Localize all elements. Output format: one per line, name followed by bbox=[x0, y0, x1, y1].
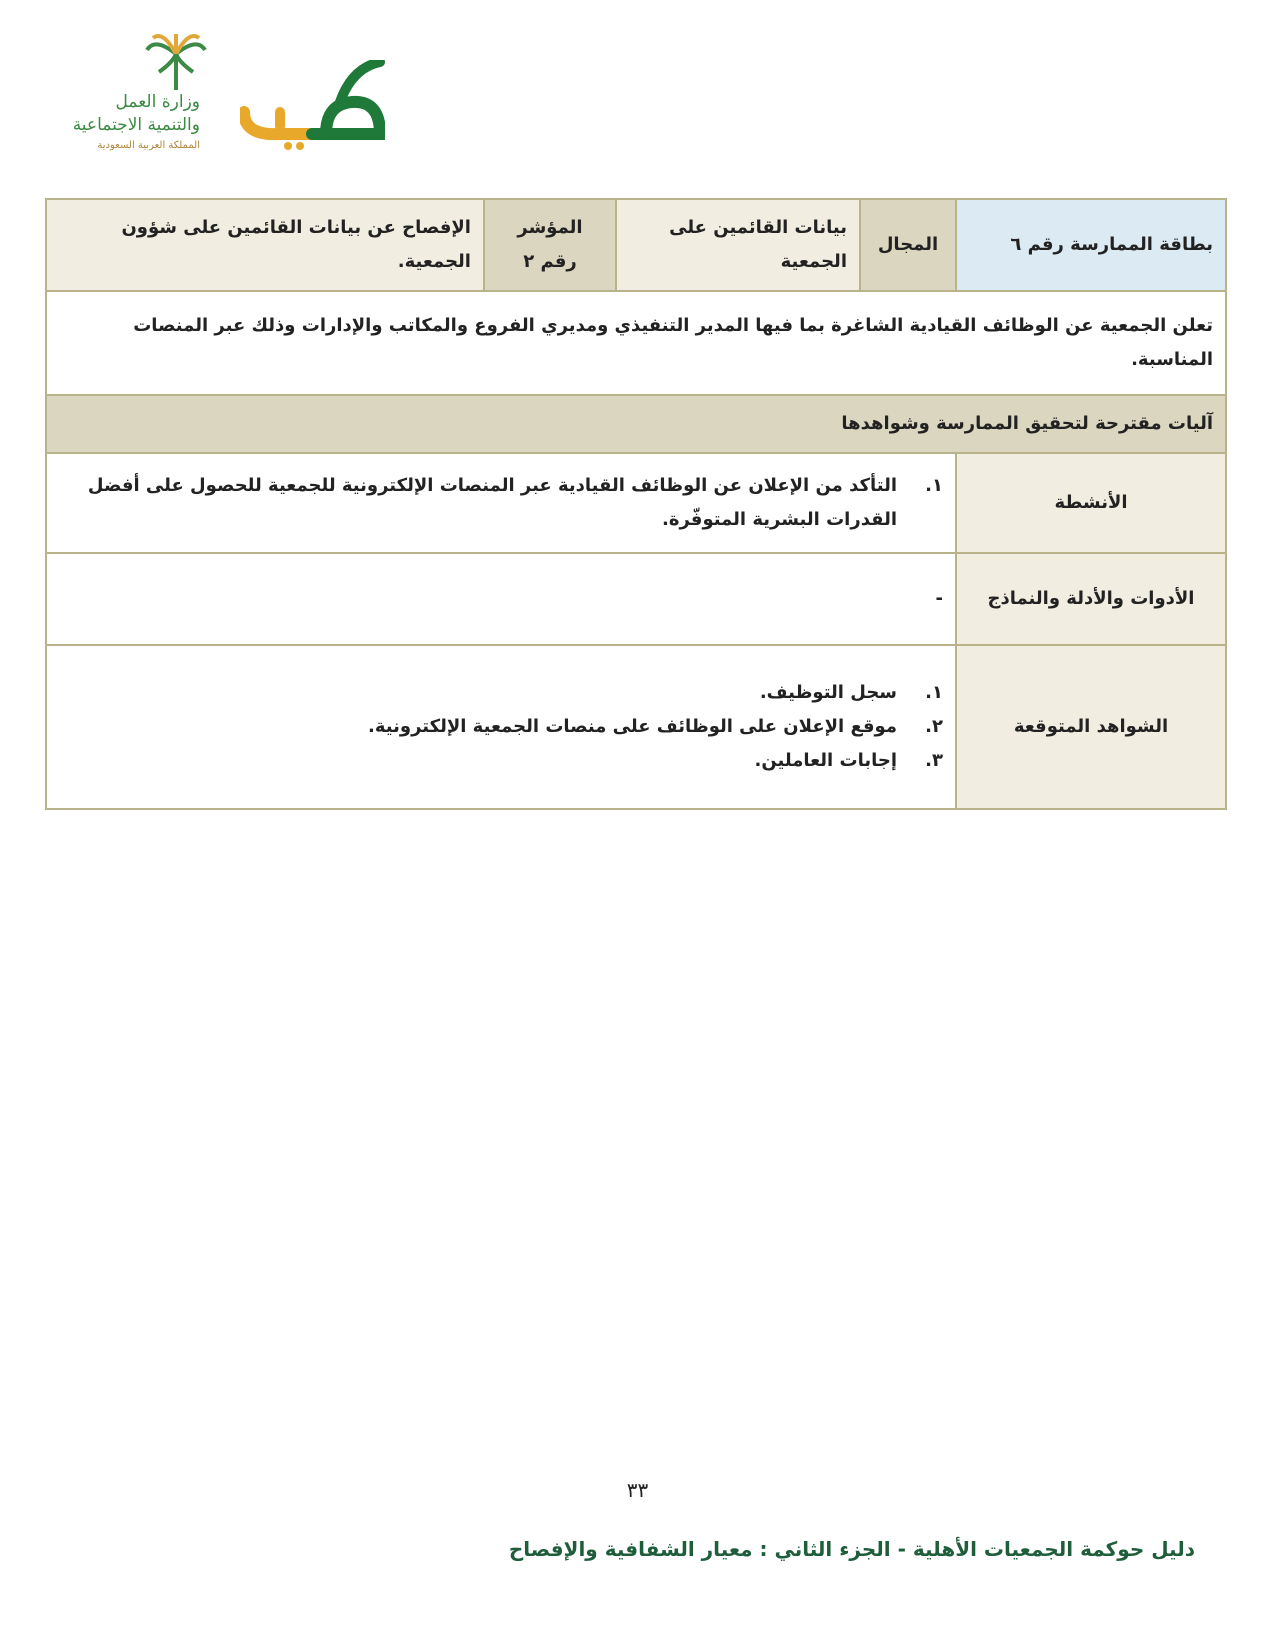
activities-list bbox=[59, 469, 943, 537]
description-row bbox=[46, 291, 1226, 395]
evidence-list bbox=[59, 676, 943, 779]
list-item-text: موقع الإعلان على الوظائف على منصات الجمعية الإلكترونية. bbox=[368, 715, 897, 737]
activities-row bbox=[46, 453, 1226, 553]
card-header-row bbox=[46, 199, 1226, 291]
list-item-number: ١. bbox=[925, 681, 943, 703]
practice-card-number: بطاقة الممارسة رقم ٦ bbox=[956, 199, 1226, 291]
list-item-number: ٣. bbox=[925, 750, 943, 772]
list-item bbox=[59, 469, 943, 537]
indicator-label: المؤشر رقم ٢ bbox=[484, 199, 616, 291]
tools-row bbox=[46, 553, 1226, 645]
list-item bbox=[59, 744, 943, 778]
list-item-number: ٢. bbox=[925, 715, 943, 737]
page-number: ٣٣ bbox=[626, 1478, 649, 1502]
list-item bbox=[59, 710, 943, 744]
tools-label: الأدوات والأدلة والنماذج bbox=[956, 553, 1226, 645]
mechanisms-row bbox=[46, 395, 1226, 453]
domain-value: بيانات القائمين على الجمعية bbox=[616, 199, 860, 291]
list-item-text: التأكد من الإعلان عن الوظائف القيادية عبر المنصات الإلكترونية للجمعية للحصول على أفضل القدرات البشرية المتوفّرة. bbox=[87, 474, 897, 530]
ministry-logo bbox=[60, 30, 200, 160]
footer-title: دليل حوكمة الجمعيات الأهلية - الجزء الثاني : معيار الشفافية والإفصاح bbox=[508, 1537, 1195, 1561]
evidence-row bbox=[46, 645, 1226, 809]
domain-label: المجال bbox=[860, 199, 956, 291]
list-item-text: سجل التوظيف. bbox=[759, 681, 897, 703]
practice-description: تعلن الجمعية عن الوظائف القيادية الشاغرة بما فيها المدير التنفيذي ومديري الفروع والمكاتب والإدارات وذلك عبر المنصات المناسبة. bbox=[46, 291, 1226, 395]
mechanisms-heading: آليات مقترحة لتحقيق الممارسة وشواهدها bbox=[46, 395, 1226, 453]
list-item-text: إجابات العاملين. bbox=[754, 750, 897, 772]
activities-cell bbox=[46, 453, 956, 553]
evidence-cell bbox=[46, 645, 956, 809]
list-item-number: ١. bbox=[925, 474, 943, 496]
ministry-name-line2: والتنمية الاجتماعية bbox=[72, 115, 200, 135]
indicator-value: الإفصاح عن بيانات القائمين على شؤون الجمعية. bbox=[46, 199, 484, 291]
practice-card-table bbox=[45, 198, 1227, 810]
tools-value: - bbox=[46, 553, 956, 645]
ministry-name-line1: وزارة العمل bbox=[115, 92, 200, 112]
ministry-country: المملكة العربية السعودية bbox=[97, 140, 200, 151]
evidence-label: الشواهد المتوقعة bbox=[956, 645, 1226, 809]
header-logos bbox=[60, 30, 410, 170]
makin-logo bbox=[240, 60, 385, 150]
activities-label: الأنشطة bbox=[956, 453, 1226, 553]
list-item bbox=[59, 676, 943, 710]
palm-tree-icon bbox=[145, 32, 207, 92]
